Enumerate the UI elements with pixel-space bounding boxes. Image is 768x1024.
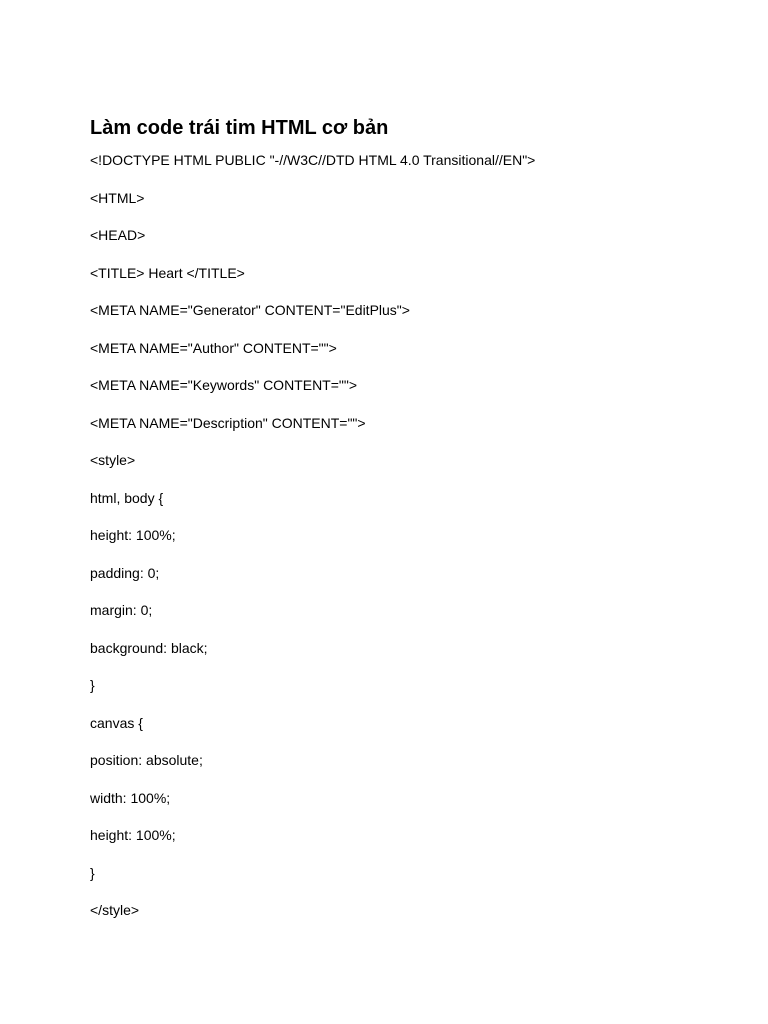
code-line: height: 100%; xyxy=(90,527,176,543)
code-line: <TITLE> Heart </TITLE> xyxy=(90,264,245,281)
code-line: html, body { xyxy=(90,489,164,506)
code-line: <!DOCTYPE HTML PUBLIC "-//W3C//DTD HTML 4.0 Transitional//EN"> xyxy=(90,152,536,168)
code-line: <style> xyxy=(90,452,136,468)
code-line: } xyxy=(90,864,95,881)
code-line: background: black; xyxy=(90,639,208,656)
code-line: canvas { xyxy=(90,714,143,731)
code-line: <HEAD> xyxy=(90,227,146,243)
code-line: <META NAME="Keywords" CONTENT=""> xyxy=(90,377,358,393)
code-line: <META NAME="Description" CONTENT=""> xyxy=(90,414,366,431)
code-line: <HTML> xyxy=(90,189,145,206)
code-line: padding: 0; xyxy=(90,564,160,581)
code-line: <META NAME="Generator" CONTENT="EditPlus"> xyxy=(90,302,410,318)
code-line: width: 100%; xyxy=(90,789,171,806)
code-line: } xyxy=(90,677,95,693)
code-line: margin: 0; xyxy=(90,602,153,618)
document-title: Làm code trái tim HTML cơ bản xyxy=(90,117,389,139)
code-line: height: 100%; xyxy=(90,827,176,843)
code-listing xyxy=(90,150,535,938)
code-line: <META NAME="Author" CONTENT=""> xyxy=(90,339,337,356)
code-line: position: absolute; xyxy=(90,752,203,768)
code-line: </style> xyxy=(90,902,140,918)
